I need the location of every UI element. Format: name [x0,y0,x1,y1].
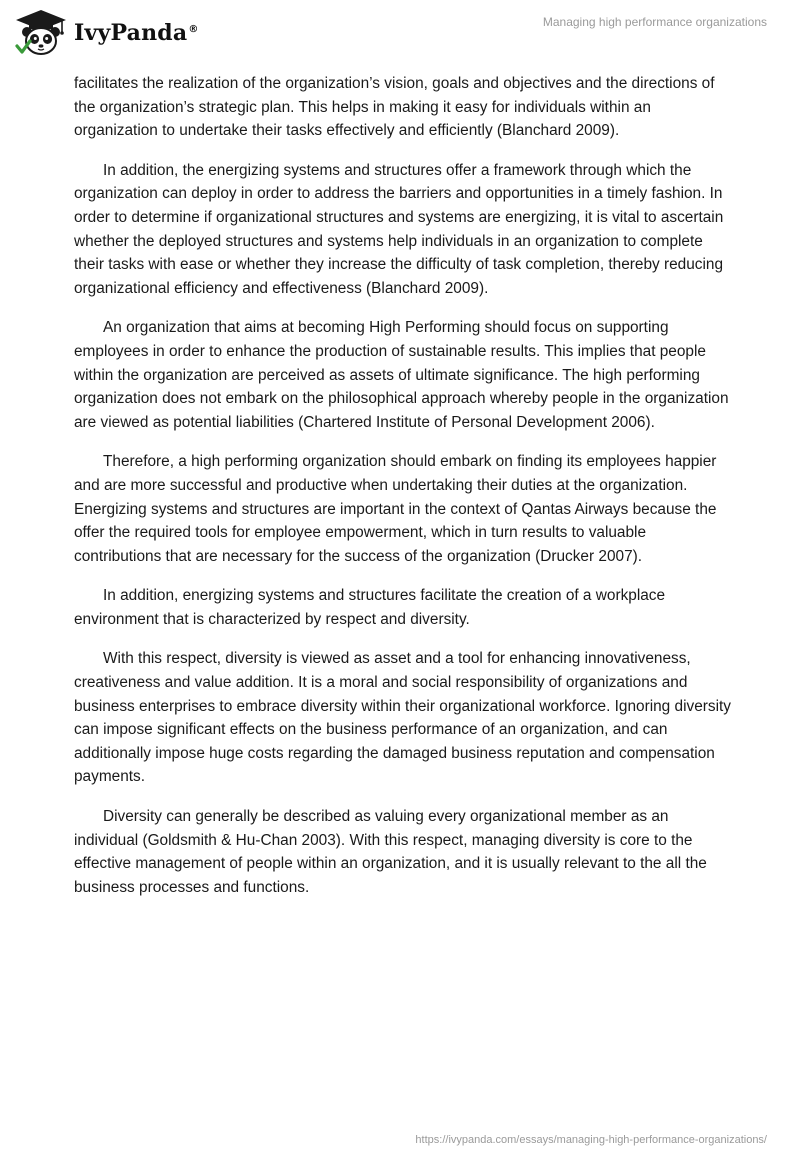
paragraph-5: In addition, energizing systems and structures facilitate the creation of a workplace environment that is characterized by respect and diversity. [74,587,666,628]
registered-mark: ® [188,23,199,35]
panda-graduate-icon [14,8,68,58]
paragraph-6: With this respect, diversity is viewed as asset and a tool for enhancing innovativeness, creativeness and value addition. It is a moral and social responsibility of organizations and business enterprises to embrace diversity within their organizational workforce. Ignoring diversity can impose significant effects on the business performance of an organization, and can additionally impose huge costs regarding the damaged business reputation and compensation payments. [74,650,731,786]
essay-body [74,72,734,915]
paragraph-7: Diversity can generally be described as valuing every organizational member as an individual (Goldsmith & Hu-Chan 2003). With this respect, managing diversity is core to the effective management of people within an organization, and it is usually relevant to the all the business processes and functions. [74,808,707,896]
brand-logo-link[interactable] [14,8,199,58]
document-title: Managing high performance organizations [542,15,767,29]
paragraph-1: facilitates the realization of the organization’s vision, goals and objectives and the directions of the organization’s strategic plan. This helps in making it easy for individuals within an organization to undertake their tasks effectively and efficiently (Blanchard 2009). [74,75,715,140]
source-url-link[interactable]: https://ivypanda.com/essays/managing-high-performance-organizations/ [415,1134,767,1146]
page-header [0,0,800,70]
paragraph-2: In addition, the energizing systems and structures offer a framework through which the organization can deploy in order to address the barriers and opportunities in a timely fashion. In order to determine if organizational structures and systems are energizing, it is vital to ascertain whether the deployed structures and systems help individuals in an organization to complete their tasks with ease or whether they increase the difficulty of task completion, thereby reducing organizational efficiency and effectiveness (Blanchard 2009). [74,161,724,297]
paragraph-4: Therefore, a high performing organization should embark on finding its employees happier and are more successful and productive when undertaking their duties at the organization. Energizing systems and structures are important in the context of Qantas Airways because the offer the required tools for employee empowerment, which in turn results to valuable contributions that are necessary for the success of the organization (Drucker 2007). [74,453,717,565]
paragraph-3: An organization that aims at becoming High Performing should focus on supporting employees in order to enhance the production of sustainable results. This implies that people within the organization are perceived as assets of ultimate significance. The high performing organization does not embark on the philosophical approach whereby people in the organization are viewed as potential liabilities (Chartered Institute of Personal Development 2006). [74,319,729,431]
brand-name: IvyPanda® [74,20,199,46]
